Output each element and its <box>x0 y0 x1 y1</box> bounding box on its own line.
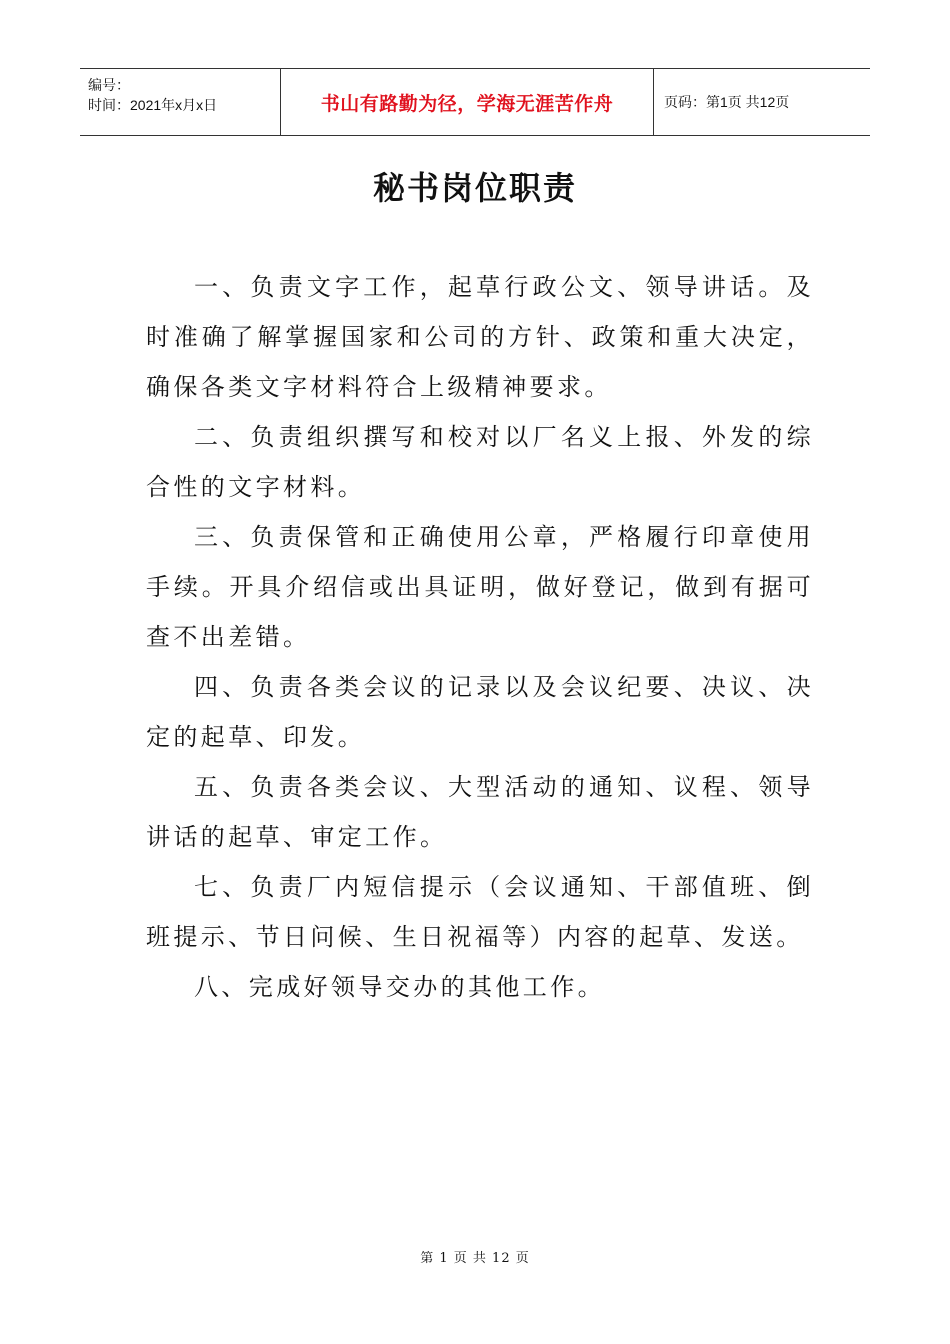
date-label: 时间：2021年x月x日 <box>88 97 218 113</box>
paragraph: 七、负责厂内短信提示（会议通知、干部值班、倒班提示、节日问候、生日祝福等）内容的起草、发送。 <box>146 873 814 951</box>
paragraph: 五、负责各类会议、大型活动的通知、议程、领导讲话的起草、审定工作。 <box>146 773 814 851</box>
header-meta <box>80 69 281 135</box>
header-motto: 书山有路勤为径，学海无涯苦作舟 <box>320 92 614 115</box>
header-page-info: 页码：第1页 共12页 <box>664 94 790 110</box>
page-footer: 第 1 页 共 12 页 <box>420 1251 530 1266</box>
header-page-cell <box>654 69 870 135</box>
serial-label: 编号： <box>88 77 130 93</box>
paragraph: 三、负责保管和正确使用公章，严格履行印章使用手续。开具介绍信或出具证明，做好登记，做到有据可查不出差错。 <box>146 523 814 651</box>
paragraph: 四、负责各类会议的记录以及会议纪要、决议、决定的起草、印发。 <box>146 673 814 751</box>
header-motto-cell <box>281 69 654 135</box>
document-header <box>80 68 870 136</box>
document-body <box>146 262 814 1012</box>
paragraph: 八、完成好领导交办的其他工作。 <box>194 973 605 1001</box>
paragraph: 一、负责文字工作，起草行政公文、领导讲话。及时准确了解掌握国家和公司的方针、政策和重大决定，确保各类文字材料符合上级精神要求。 <box>146 273 814 401</box>
paragraph: 二、负责组织撰写和校对以厂名义上报、外发的综合性的文字材料。 <box>146 423 814 501</box>
document-title: 秘书岗位职责 <box>372 169 577 207</box>
